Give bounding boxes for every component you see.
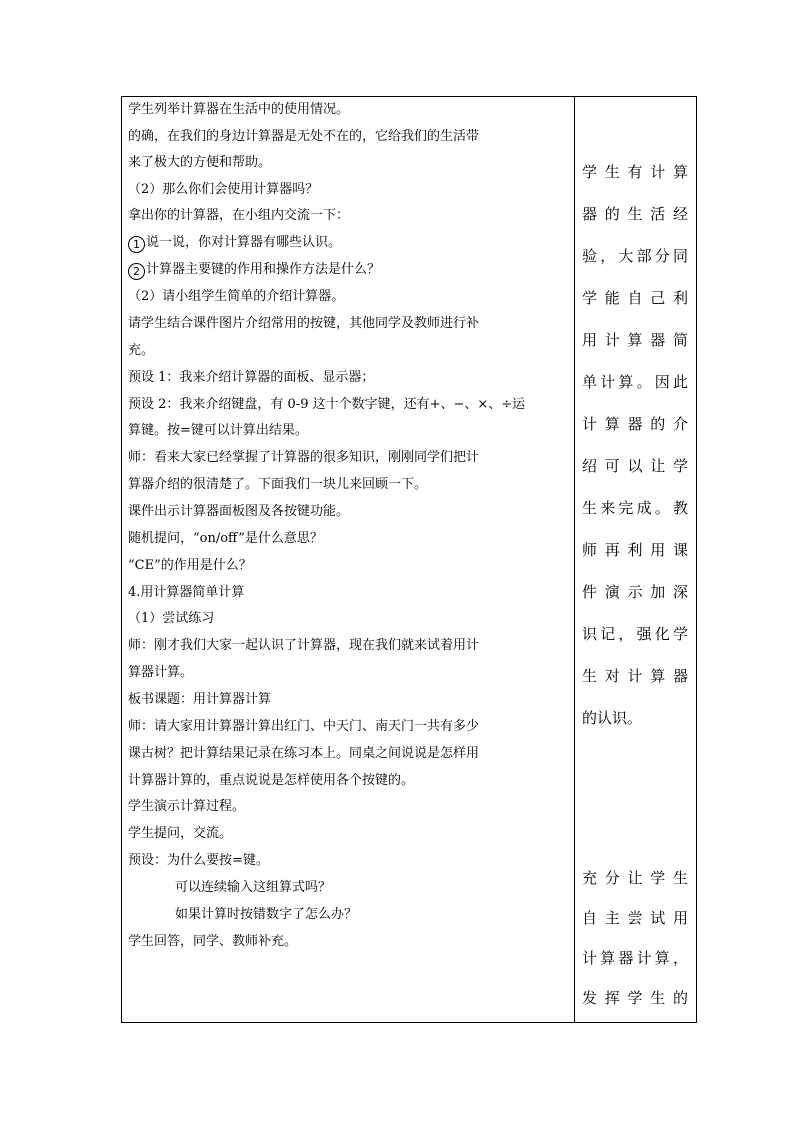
- main-line: 拿出你的计算器，在小组内交流一下：: [128, 208, 350, 223]
- main-line: 的确，在我们的身边计算器是无处不在的，它给我们的生活带: [128, 129, 480, 144]
- main-line: （1）尝试练习: [128, 611, 215, 626]
- side-line: 生对计算器: [582, 667, 688, 685]
- main-line: 计算器计算的，重点说说是怎样使用各个按键的。: [128, 773, 415, 788]
- side-line: 验，大部分同: [582, 247, 688, 265]
- main-line: 师：看来大家已经掌握了计算器的很多知识，刚刚同学们把计: [128, 450, 480, 465]
- main-line: 预设：为什么要按=键。: [128, 853, 269, 868]
- lesson-table: [121, 96, 697, 1023]
- side-line: 计算器的介: [582, 415, 688, 433]
- side-line: 器的生活经: [582, 205, 688, 223]
- side-line: 生来完成。教: [582, 499, 688, 517]
- main-line: 4.用计算器简单计算: [128, 585, 245, 600]
- main-line: （2）请小组学生简单的介绍计算器。: [128, 289, 345, 304]
- main-line: 学生回答，同学、教师补充。: [128, 934, 298, 949]
- main-line: 课古树？把计算结果记录在练习本上。同桌之间说说是怎样用: [128, 746, 480, 761]
- circled-number-1: 1: [128, 236, 145, 253]
- side-line: 充分让学生: [582, 869, 688, 887]
- main-line: 2 计算器主要键的作用和操作方法是什么？: [128, 261, 380, 280]
- main-line: （2）那么你们会使用计算器吗？: [128, 182, 319, 197]
- main-line: 学生列举计算器在生活中的使用情况。: [128, 102, 350, 117]
- main-line: 算键。按=键可以计算出结果。: [128, 423, 308, 438]
- main-line: 课件出示计算器面板图及各按键功能。: [128, 504, 350, 519]
- main-line: 1 说一说，你对计算器有哪些认识。: [128, 234, 341, 253]
- main-line: 请学生结合课件图片介绍常用的按键，其他同学及教师进行补: [128, 316, 480, 331]
- side-line: 师再利用课: [582, 541, 688, 559]
- main-line: 算器计算。: [128, 665, 194, 680]
- main-line: 师：刚才我们大家一起认识了计算器，现在我们就来试着用计: [128, 638, 480, 653]
- main-line: 预设 2：我来介绍键盘，有 0-9 这十个数字键，还有+、−、×、÷运: [128, 397, 526, 412]
- main-line: 随机提问，“on/off”是什么意思？: [128, 531, 323, 546]
- side-line: 计算器计算，: [582, 949, 688, 967]
- main-line: 可以连续输入这组算式吗？: [175, 880, 332, 895]
- side-line: 单计算。因此: [582, 373, 688, 391]
- main-line: 板书课题：用计算器计算: [128, 692, 272, 707]
- main-line: 算器介绍的很清楚了。下面我们一块儿来回顾一下。: [128, 477, 428, 492]
- side-line: 学生有计算: [582, 163, 688, 181]
- main-line: 学生提问，交流。: [128, 826, 233, 841]
- side-line: 自主尝试用: [582, 909, 688, 927]
- circled-number-2: 2: [128, 263, 145, 280]
- main-line: 充。: [128, 343, 155, 358]
- column-divider: [574, 97, 575, 1022]
- main-line: 预设 1：我来介绍计算器的面板、显示器；: [128, 370, 375, 385]
- main-line: 学生演示计算过程。: [128, 799, 246, 814]
- main-line: 来了极大的方便和帮助。: [128, 155, 272, 170]
- side-line: 识记，强化学: [582, 625, 688, 643]
- main-line: “CE”的作用是什么？: [128, 558, 252, 573]
- main-line: 师：请大家用计算器计算出红门、中天门、南天门一共有多少: [128, 719, 480, 734]
- main-line: 如果计算时按错数字了怎么办？: [175, 907, 358, 922]
- side-line: 用计算器简: [582, 331, 688, 349]
- side-line: 绍可以让学: [582, 457, 688, 475]
- side-line: 学能自己利: [582, 289, 688, 307]
- side-line: 发挥学生的: [582, 989, 688, 1007]
- side-line: 件演示加深: [582, 583, 688, 601]
- side-line: 的认识。: [582, 709, 643, 727]
